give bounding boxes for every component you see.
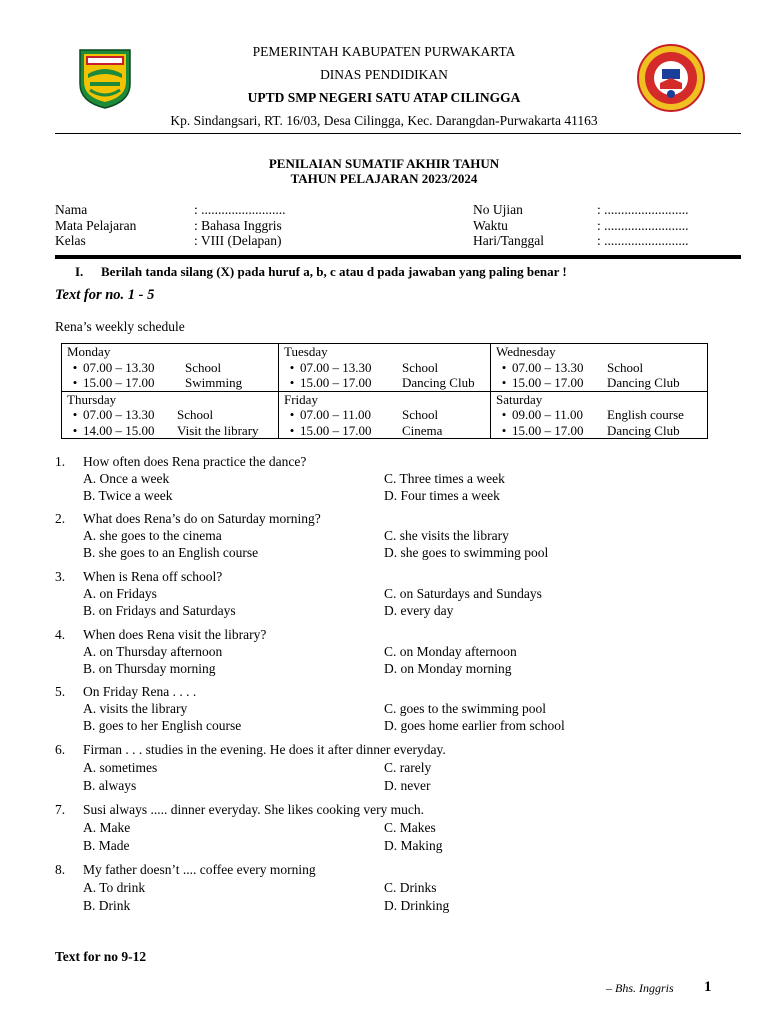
option-c: C. goes to the swimming pool	[384, 701, 546, 716]
bullet-icon: •	[501, 375, 507, 390]
info-label-class: Kelas	[55, 233, 86, 248]
bullet-icon: •	[72, 422, 78, 438]
activity: School	[402, 407, 439, 422]
bullet-icon: •	[72, 359, 78, 375]
time-slot: 07.00 – 13.30	[300, 359, 372, 375]
bullet-icon: •	[72, 375, 78, 390]
schedule-cell-friday	[279, 391, 491, 439]
option-c: C. Three times a week	[384, 471, 505, 486]
day-label: Friday	[284, 391, 318, 407]
question-number: 7.	[55, 802, 66, 817]
question-number: 1.	[55, 454, 66, 469]
bullet-icon: •	[289, 359, 295, 375]
bullet-icon: •	[501, 422, 507, 438]
info-rule	[55, 255, 741, 259]
option-c: C. Drinks	[384, 880, 437, 895]
option-b: B. goes to her English course	[83, 718, 242, 733]
question-text: Susi always ..... dinner everyday. She likes cooking very much.	[83, 802, 425, 817]
option-b: B. on Thursday morning	[83, 661, 216, 676]
day-label: Tuesday	[284, 344, 328, 359]
info-label-date: Hari/Tanggal	[473, 233, 545, 248]
activity: Swimming	[185, 375, 243, 390]
option-d: D. she goes to swimming pool	[384, 545, 549, 560]
day-label: Wednesday	[496, 344, 556, 359]
question-text: When is Rena off school?	[83, 569, 223, 584]
header-rule	[55, 133, 741, 134]
page-number: 1	[704, 979, 712, 995]
option-c: C. she visits the library	[384, 528, 509, 543]
option-a: A. Make	[83, 820, 131, 835]
option-d: D. on Monday morning	[384, 661, 512, 676]
option-c: C. on Saturdays and Sundays	[384, 586, 542, 601]
time-slot: 07.00 – 13.30	[512, 359, 584, 375]
day-label: Thursday	[67, 391, 117, 407]
option-a: A. she goes to the cinema	[83, 528, 222, 543]
activity: School	[177, 407, 214, 422]
schedule-cell-saturday	[491, 391, 708, 439]
text-heading-9-12: Text for no 9-12	[55, 949, 147, 964]
option-d: D. Four times a week	[384, 488, 500, 503]
time-slot: 15.00 – 17.00	[300, 375, 372, 390]
header-school-name: UPTD SMP NEGERI SATU ATAP CILINGGA	[247, 90, 521, 105]
option-d: D. Making	[384, 838, 443, 853]
activity: School	[185, 359, 222, 375]
header-government: PEMERINTAH KABUPATEN PURWAKARTA	[252, 44, 516, 59]
activity: Dancing Club	[607, 375, 680, 390]
exam-title: PENILAIAN SUMATIF AKHIR TAHUN	[268, 156, 500, 171]
bullet-icon: •	[501, 407, 507, 422]
activity: School	[607, 359, 644, 375]
day-label: Monday	[67, 344, 111, 359]
activity: Dancing Club	[402, 375, 475, 390]
schedule-cell-tuesday	[279, 344, 491, 392]
question-number: 2.	[55, 511, 66, 526]
schedule-cell-wednesday	[491, 344, 708, 392]
schedule-row	[62, 391, 708, 439]
exam-year: TAHUN PELAJARAN 2023/2024	[290, 171, 478, 186]
header-address: Kp. Sindangsari, RT. 16/03, Desa Cilingga, Kec. Darangdan-Purwakarta 41163	[170, 113, 598, 128]
question-number: 3.	[55, 569, 66, 584]
bullet-icon: •	[289, 407, 295, 422]
question-text: Firman . . . studies in the evening. He does it after dinner everyday.	[83, 742, 446, 757]
option-b: B. Made	[83, 838, 130, 853]
question-text: What does Rena’s do on Saturday morning?	[83, 511, 321, 526]
question-text: My father doesn’t .... coffee every morning	[83, 862, 316, 877]
schedule-cell-monday	[62, 344, 279, 392]
option-b: B. she goes to an English course	[83, 545, 259, 560]
header-office: DINAS PENDIDIKAN	[320, 67, 448, 82]
info-value-subject: : Bahasa Inggris	[194, 218, 282, 233]
option-a: A. visits the library	[83, 701, 188, 716]
question-text: On Friday Rena . . . .	[83, 684, 197, 699]
instruction-number: I.	[75, 264, 84, 279]
time-slot: 07.00 – 13.30	[83, 359, 155, 375]
time-slot: 09.00 – 11.00	[512, 407, 584, 422]
option-d: D. every day	[384, 603, 454, 618]
activity: English course	[607, 407, 684, 422]
bullet-icon: •	[501, 359, 507, 375]
schedule-title: Rena’s weekly schedule	[55, 319, 185, 334]
info-value-exam-number: : .........................	[597, 202, 689, 217]
time-slot: 07.00 – 11.00	[300, 407, 372, 422]
option-b: B. always	[83, 778, 137, 793]
day-label: Saturday	[496, 391, 543, 407]
option-b: B. Drink	[83, 898, 131, 913]
question-number: 4.	[55, 627, 66, 642]
question-number: 8.	[55, 862, 66, 877]
activity: Visit the library	[177, 422, 259, 438]
option-c: C. on Monday afternoon	[384, 644, 517, 659]
info-value-time: : .........................	[597, 218, 689, 233]
option-c: C. rarely	[384, 760, 432, 775]
question-number: 6.	[55, 742, 66, 757]
question-text: How often does Rena practice the dance?	[83, 454, 307, 469]
option-d: D. Drinking	[384, 898, 450, 913]
info-value-name: : .........................	[194, 202, 286, 217]
option-b: B. on Fridays and Saturdays	[83, 603, 236, 618]
info-value-class: : VIII (Delapan)	[194, 233, 282, 248]
activity: Dancing Club	[607, 422, 680, 438]
option-d: D. never	[384, 778, 431, 793]
time-slot: 15.00 – 17.00	[512, 422, 584, 438]
time-slot: 15.00 – 17.00	[83, 375, 155, 390]
time-slot: 14.00 – 15.00	[83, 422, 155, 438]
option-a: A. Once a week	[83, 471, 170, 486]
schedule-cell-thursday	[62, 391, 279, 439]
activity: Cinema	[402, 422, 443, 438]
option-a: A. To drink	[83, 880, 146, 895]
time-slot: 15.00 – 17.00	[512, 375, 584, 390]
bullet-icon: •	[289, 422, 295, 438]
option-d: D. goes home earlier from school	[384, 718, 565, 733]
option-a: A. on Fridays	[83, 586, 157, 601]
option-c: C. Makes	[384, 820, 436, 835]
info-label-subject: Mata Pelajaran	[55, 218, 137, 233]
bullet-icon: •	[72, 407, 78, 422]
question-text: When does Rena visit the library?	[83, 627, 267, 642]
instruction-text: Berilah tanda silang (X) pada huruf a, b, c atau d pada jawaban yang paling benar !	[101, 264, 567, 279]
bullet-icon: •	[289, 375, 295, 390]
schedule-row	[62, 344, 708, 392]
option-b: B. Twice a week	[83, 488, 173, 503]
time-slot: 07.00 – 13.30	[83, 407, 155, 422]
option-a: A. sometimes	[83, 760, 158, 775]
info-label-exam-number: No Ujian	[473, 202, 523, 217]
question-number: 5.	[55, 684, 66, 699]
info-label-name: Nama	[55, 202, 88, 217]
info-label-time: Waktu	[473, 218, 508, 233]
time-slot: 15.00 – 17.00	[300, 422, 372, 438]
info-value-date: : .........................	[597, 233, 689, 248]
activity: School	[402, 359, 439, 375]
text-heading-1-5: Text for no. 1 - 5	[55, 287, 155, 303]
footer-subject: – Bhs. Inggris	[606, 981, 674, 995]
option-a: A. on Thursday afternoon	[83, 644, 223, 659]
schedule-table	[61, 343, 708, 439]
